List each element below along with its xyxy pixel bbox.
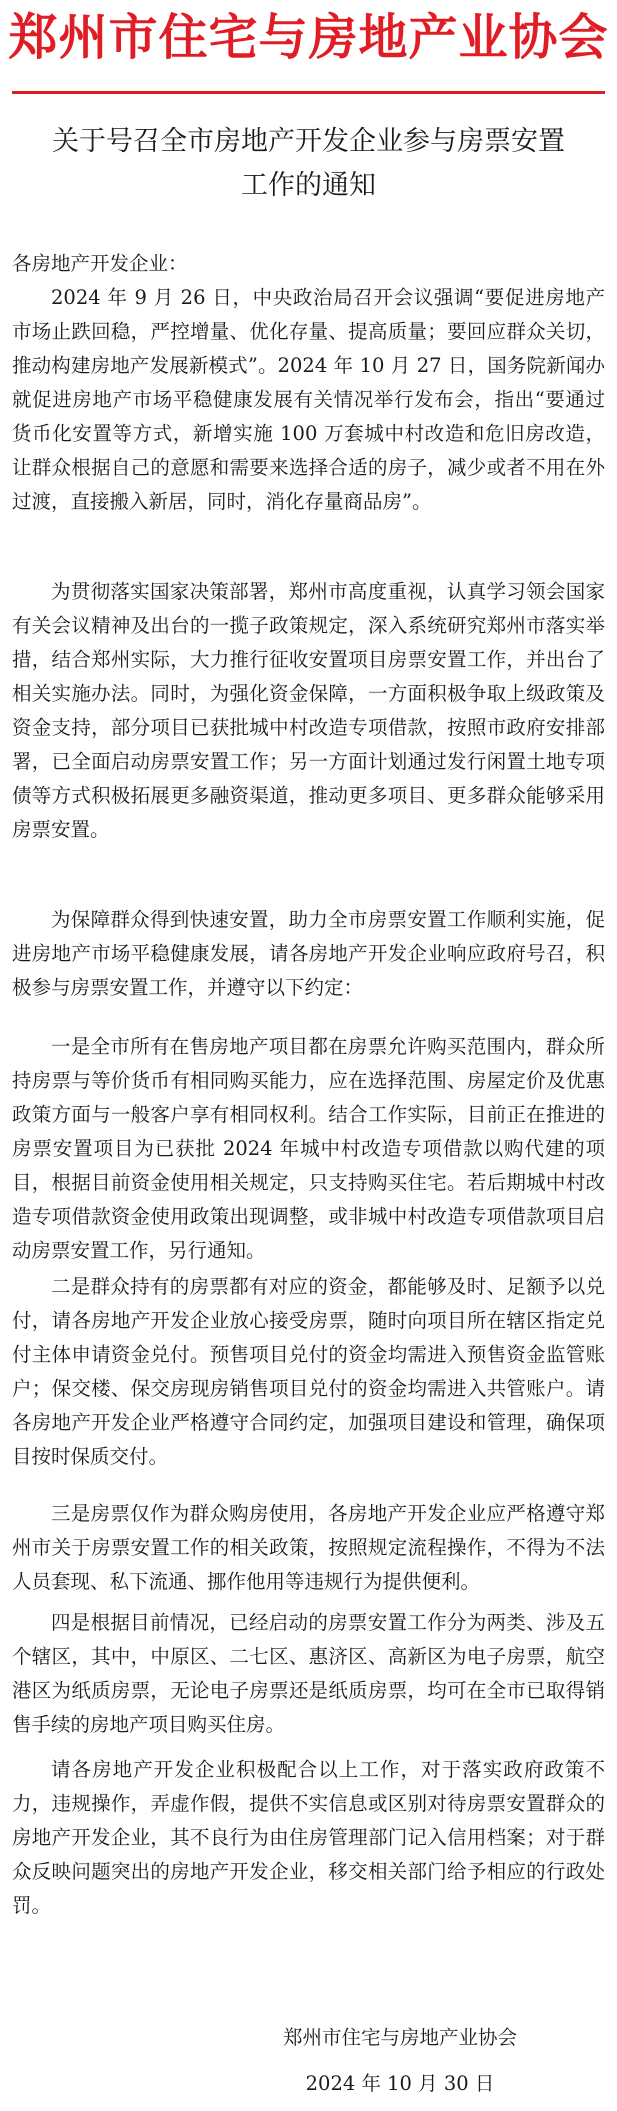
- paragraph-text: 为贯彻落实国家决策部署，郑州市高度重视，认真学习领会国家有关会议精神及出台的一揽子政策规定，深入系统研究郑州市落实举措，结合郑州实际，大力推行征收安置项目房票安置工作，并出台了相关实施办法。同时，为强化资金保障，一方面积极争取上级政策及资金支持，部分项目已获批城中村改造专项借款，按照市政府安排部署，已全面启动房票安置工作；另一方面计划通过发行闲置土地专项债等方式积极拓展更多融资渠道，推动更多项目、更多群众能够采用房票安置。: [12, 580, 605, 841]
- notice-title-line-2: 工作的通知: [241, 170, 376, 201]
- body-paragraph-1: [12, 281, 605, 519]
- paragraph-text: 二是群众持有的房票都有对应的资金，都能够及时、足额予以兑付，请各房地产开发企业放心接受房票，随时向项目所在辖区指定兑付主体申请资金兑付。预售项目兑付的资金均需进入预售资金监管账户；保交楼、保交房现房销售项目兑付的资金均需进入共管账户。请各房地产开发企业严格遵守合同约定，加强项目建设和管理，确保项目按时保质交付。: [12, 1275, 605, 1468]
- body-paragraph-2: [12, 575, 605, 847]
- paragraph-text: 为保障群众得到快速安置，助力全市房票安置工作顺利实施，促进房地产市场平稳健康发展，请各房地产开发企业响应政府号召，积极参与房票安置工作，并遵守以下约定：: [12, 908, 605, 999]
- signature-org: 郑州市住宅与房地产业协会: [282, 2026, 517, 2049]
- paragraph-text: 三是房票仅作为群众购房使用，各房地产开发企业应严格遵守郑州市关于房票安置工作的相关政策，按照规定流程操作，不得为不法人员套现、私下流通、挪作他用等违规行为提供便利。: [12, 1502, 605, 1593]
- signature-block: [250, 2015, 550, 2107]
- paragraph-text: 请各房地产开发企业积极配合以上工作，对于落实政府政策不力，违规操作，弄虚作假，提供不实信息或区别对待房票安置群众的房地产开发企业，其不良行为由住房管理部门记入信用档案；对于群众反映问题突出的房地产开发企业，移交相关部门给予相应的行政处罚。: [12, 1758, 605, 1917]
- body-paragraph-7: [12, 1606, 605, 1742]
- body-paragraph-4: [12, 1030, 605, 1268]
- letterhead-org-name: 郑州市住宅与房地产业协会: [8, 8, 609, 66]
- letterhead-red-rule: [12, 91, 605, 94]
- paragraph-text: 一是全市所有在售房地产项目都在房票允许购买范围内，群众所持房票与等价货币有相同购买能力，应在选择范围、房屋定价及优惠政策方面与一般客户享有相同权利。结合工作实际，目前正在推进的房票安置项目为已获批 2024 年城中村改造专项借款以购代建的项目，根据目前资金使用相关规定，只支持购买住宅。若后期城中村改造专项借款资金使用政策出现调整，或非城中村改造专项借款项目启动房票安置工作，另行通知。: [12, 1035, 605, 1262]
- paragraph-text: 2024 年 9 月 26 日，中央政治局召开会议强调“要促进房地产市场止跌回稳，严控增量、优化存量、提高质量；要回应群众关切，推动构建房地产发展新模式”。2024 年 10 月 27 日，国务院新闻办就促进房地产市场平稳健康发展有关情况举行发布会，指出“要通过货币化安置等方式，新增实施 100 万套城中村改造和危旧房改造，让群众根据自己的意愿和需要来选择合适的房子，减少或者不用在外过渡，直接搬入新居，同时，消化存量商品房”。: [12, 286, 605, 513]
- notice-title: [0, 120, 617, 208]
- letterhead: [0, 0, 617, 100]
- body-paragraph-5: [12, 1270, 605, 1474]
- salutation: 各房地产开发企业：: [12, 252, 188, 275]
- notice-title-line-1: 关于号召全市房地产开发企业参与房票安置: [52, 126, 565, 157]
- body-paragraph-8: [12, 1753, 605, 1923]
- paragraph-text: 四是根据目前情况，已经启动的房票安置工作分为两类、涉及五个辖区，其中，中原区、二七区、惠济区、高新区为电子房票，航空港区为纸质房票，无论电子房票还是纸质房票，均可在全市已取得销售手续的房地产项目购买住房。: [12, 1611, 605, 1736]
- body-paragraph-6: [12, 1497, 605, 1599]
- signature-date: 2024 年 10 月 30 日: [305, 2072, 495, 2095]
- body-paragraph-3: [12, 903, 605, 1005]
